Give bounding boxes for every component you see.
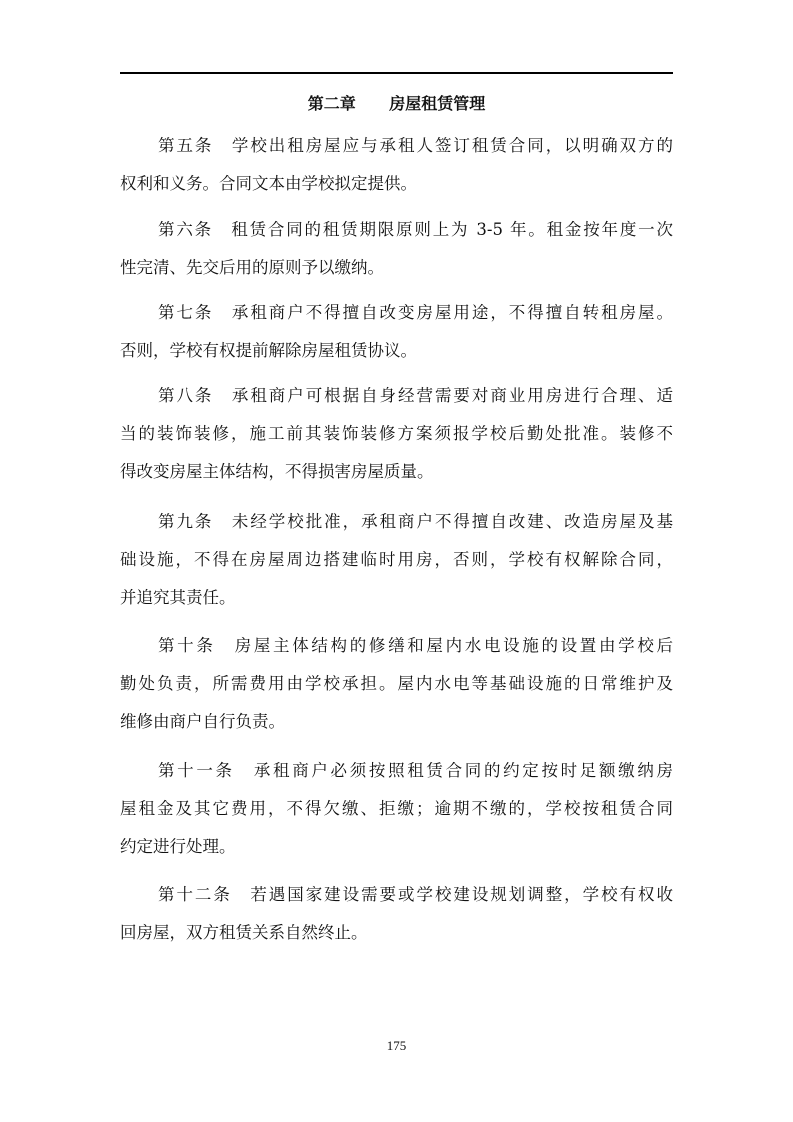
article-line: 当的装饰装修，施工前其装饰装修方案须报学校后勤处批准。装修不 [120,424,673,443]
page-number: 175 [386,1038,407,1053]
article-10 [120,627,673,741]
article-line: 第六条 租赁合同的租赁期限原则上为 3-5 年。租金按年度一次 [158,220,673,239]
article-line: 础设施，不得在房屋周边搭建临时用房，否则，学校有权解除合同， [120,550,673,569]
article-line: 维修由商户自行负责。 [120,712,285,731]
article-line: 第七条 承租商户不得擅自改变房屋用途，不得擅自转租房屋。 [158,303,673,322]
article-7 [120,294,673,370]
article-line: 第九条 未经学校批准，承租商户不得擅自改建、改造房屋及基 [158,512,673,531]
article-6 [120,211,673,287]
article-9 [120,503,673,617]
header-rule [120,72,673,74]
article-line: 约定进行处理。 [120,837,236,856]
article-11 [120,752,673,866]
article-line: 权利和义务。合同文本由学校拟定提供。 [120,174,417,193]
article-line: 屋租金及其它费用，不得欠缴、拒缴；逾期不缴的，学校按租赁合同 [120,799,673,818]
article-line: 否则，学校有权提前解除房屋租赁协议。 [120,341,417,360]
article-line: 第十一条 承租商户必须按照租赁合同的约定按时足额缴纳房 [158,761,673,780]
article-line: 第五条 学校出租房屋应与承租人签订租赁合同，以明确双方的 [158,136,673,155]
article-5 [120,127,673,203]
article-8 [120,377,673,491]
article-line: 性完清、先交后用的原则予以缴纳。 [120,258,384,277]
article-12 [120,876,673,952]
article-line: 回房屋，双方租赁关系自然终止。 [120,923,368,942]
article-line: 第十条 房屋主体结构的修缮和屋内水电设施的设置由学校后 [158,636,673,655]
article-line: 得改变房屋主体结构，不得损害房屋质量。 [120,462,434,481]
article-line: 第八条 承租商户可根据自身经营需要对商业用房进行合理、适 [158,386,673,405]
article-line: 勤处负责，所需费用由学校承担。屋内水电等基础设施的日常维护及 [120,674,673,693]
article-line: 并追究其责任。 [120,588,236,607]
article-line: 第十二条 若遇国家建设需要或学校建设规划调整，学校有权收 [158,885,673,904]
chapter-title: 第二章 房屋租赁管理 [307,94,486,113]
